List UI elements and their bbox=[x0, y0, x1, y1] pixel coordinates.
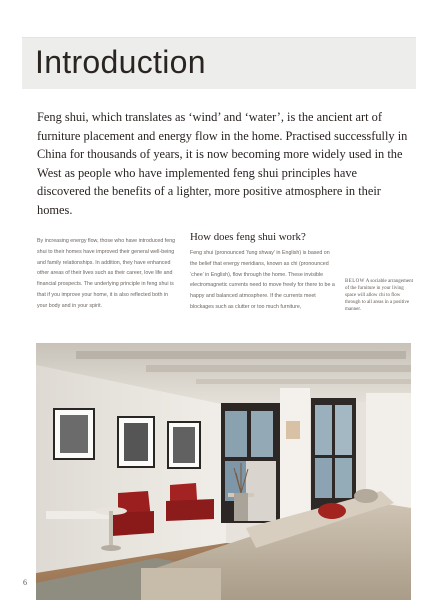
photo-caption bbox=[345, 278, 415, 313]
body-column-one: By increasing energy flow, those who have introduced feng shui to their homes have improved their general well-being and family relationships. In addition, they have enhanced other areas of their lives such as their career, love life and financial prospects. The underlying principle in feng shui is that if you improve your home, it is also reflected both in your body and in your spirit. bbox=[37, 238, 176, 309]
title-banner bbox=[22, 37, 416, 89]
caption-text: A sociable arrangement of the furniture in your living space will allow chi to flow through to all areas in a positive manner. bbox=[345, 279, 413, 312]
body-column-two: Feng shui (pronounced ‘fung shway’ in English) is based on the belief that energy meridians, known as chi (pronounced ‘chee’ in English), flow through the home. These invisible electromagnetic currents need to move freely for there to be a happy and balanced atmosphere. If the currents meet blockages such as clutter or too much furniture, bbox=[190, 250, 335, 310]
intro-paragraph: Feng shui, which translates as ‘wind’ and ‘water’, is the ancient art of furniture placement and energy flow in the home. Practised successfully in China for thousands of years, it is now becoming more widely used in the West as people who have implemented feng shui principles have discovered the benefits of a lighter, more positive atmosphere in their homes. bbox=[37, 110, 408, 217]
page-title: Introduction bbox=[35, 44, 206, 80]
living-room-photo bbox=[36, 343, 411, 600]
page-number: 6 bbox=[23, 578, 27, 587]
section-heading: How does feng shui work? bbox=[190, 231, 306, 243]
caption-label: BELOW bbox=[345, 279, 365, 284]
page-top-band bbox=[0, 0, 437, 31]
